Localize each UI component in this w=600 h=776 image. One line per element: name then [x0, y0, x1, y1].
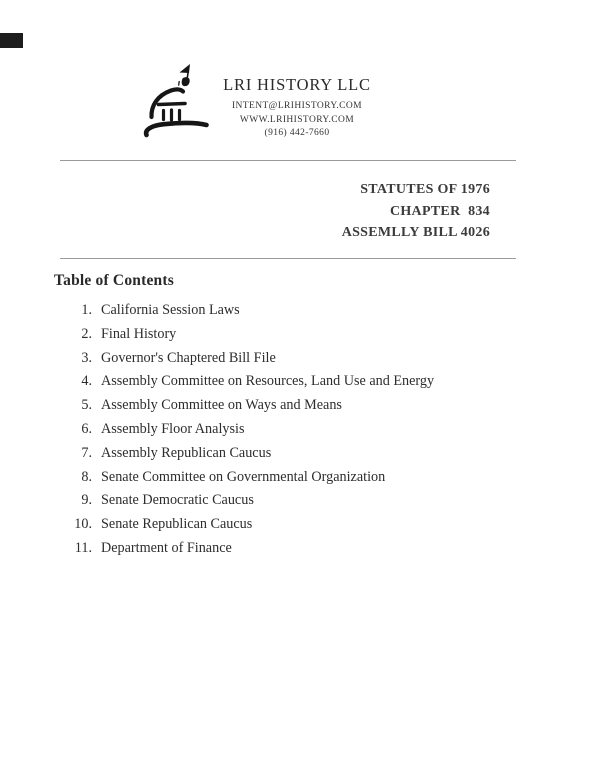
contact-website: WWW.LRIHISTORY.COM	[239, 114, 355, 125]
toc-item-label: Senate Committee on Governmental Organization	[101, 468, 386, 485]
toc-item-label: Assembly Floor Analysis	[101, 420, 245, 437]
toc-item-number: 11.	[74, 539, 92, 556]
toc-item-number: 6.	[81, 420, 92, 437]
toc-item	[0, 466, 520, 490]
toc-item	[0, 370, 520, 394]
contact-phone: (916) 442-7660	[264, 128, 330, 139]
toc-item	[0, 442, 520, 466]
toc-item-number: 1.	[81, 302, 92, 318]
toc-item	[0, 394, 520, 418]
toc-item-number: 9.	[81, 492, 92, 509]
statutes-line: STATUTES OF 1976	[360, 182, 490, 197]
toc-item-label: Department of Finance	[101, 539, 232, 556]
toc-item	[0, 299, 520, 323]
toc-list	[0, 299, 520, 561]
toc-item	[0, 347, 520, 371]
toc-item-number: 4.	[81, 373, 92, 390]
scan-artifact-mark	[0, 33, 23, 48]
toc-item	[0, 513, 520, 537]
toc-item-label: Assembly Committee on Resources, Land Use and Energy	[101, 373, 435, 390]
toc-item-label: Assembly Committee on Ways and Means	[101, 397, 342, 414]
letterhead	[177, 75, 417, 141]
toc-item-number: 10.	[74, 516, 92, 533]
company-name: LRI HISTORY LLC	[223, 75, 371, 94]
toc-item-label: Final History	[101, 325, 177, 342]
toc-item-label: Assembly Republican Caucus	[101, 444, 272, 461]
contact-email: INTENT@LRIHISTORY.COM	[231, 101, 362, 111]
toc-item-number: 5.	[81, 397, 92, 414]
toc-item-label: Senate Republican Caucus	[101, 516, 253, 533]
toc-item-number: 2.	[81, 325, 92, 342]
toc-item-label: California Session Laws	[101, 302, 240, 318]
bill-reference-block	[342, 179, 490, 244]
toc-item	[0, 418, 520, 442]
contact-lines	[177, 100, 417, 141]
divider-top	[60, 160, 516, 161]
toc-item-number: 8.	[81, 468, 92, 485]
assembly-bill-line: ASSEMLLY BILL 4026	[341, 225, 490, 240]
toc-title: Table of Contents	[54, 272, 174, 289]
chapter-line: CHAPTER 834	[389, 203, 490, 219]
toc-item	[0, 489, 520, 513]
toc-item-number: 3.	[81, 349, 92, 366]
toc-item-label: Senate Democratic Caucus	[101, 492, 254, 509]
toc-item	[0, 537, 520, 561]
toc-item	[0, 323, 520, 347]
toc-item-number: 7.	[81, 444, 92, 461]
divider-bottom	[60, 258, 516, 259]
toc-item-label: Governor's Chaptered Bill File	[101, 349, 276, 366]
